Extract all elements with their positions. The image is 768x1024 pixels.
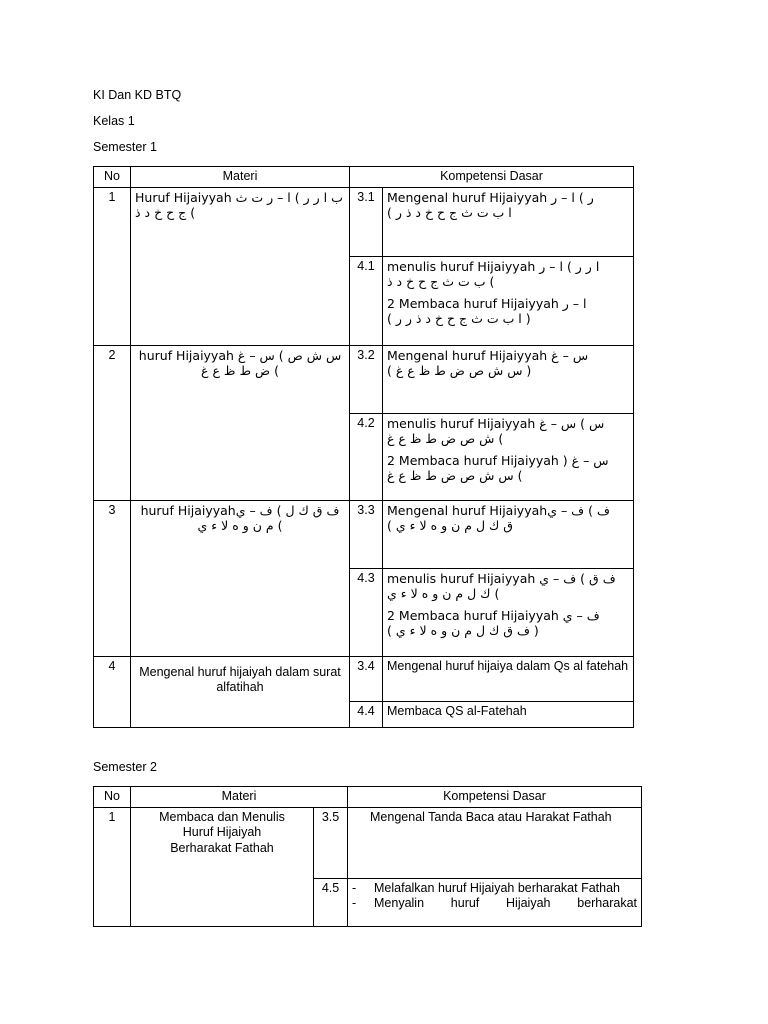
materi-cell: huruf Hijaiyyah س ش ص ) س – غ ض ط ظ ع غ ( <box>131 345 350 500</box>
kd-list-item <box>352 881 637 897</box>
kd-line: 2 Membaca huruf Hijaiyyah ف – ي <box>387 607 600 623</box>
kd-code: 4.2 <box>350 413 383 500</box>
kd-text: Mengenal Tanda Baca atau Harakat Fathah <box>348 807 642 878</box>
kd-text <box>383 568 634 656</box>
kd-line: ( ا ب ت ث ج ح خ د ذ ر <box>387 205 512 220</box>
semester-2-table <box>93 786 642 927</box>
materi-cell: Mengenal huruf hijaiyah dalam surat alfatihah <box>131 656 350 727</box>
kd-line: menulis huruf Hijaiyyah ف ق ) ف – ي <box>387 570 616 586</box>
kd-line: Mengenal huruf Hijaiyyah س – غ <box>387 347 589 363</box>
kd-line: 2 Membaca huruf Hijaiyyah ا – ر <box>387 295 587 311</box>
materi-line: Huruf Hijaiyah <box>182 825 262 839</box>
kd-line: ( ف ق ك ل م ن و ه لا ء ي ) <box>387 623 539 638</box>
kd-text: Membaca QS al-Fatehah <box>383 701 634 727</box>
kd-line: ش ص ض ط ظ ع غ ( <box>387 431 504 446</box>
semester-2-label: Semester 2 <box>93 760 157 774</box>
kd-text <box>383 187 634 256</box>
kd-code: 4.1 <box>350 256 383 345</box>
kd-code: 3.1 <box>350 187 383 256</box>
row-number: 2 <box>94 345 131 500</box>
kd-line: Mengenal huruf Hijaiyyah ر ) ا – ر <box>387 189 594 205</box>
kd-text <box>383 413 634 500</box>
header-kompetensi-dasar: Kompetensi Dasar <box>348 787 642 808</box>
doc-title: KI Dan KD BTQ <box>93 88 182 102</box>
kd-line: menulis huruf Hijaiyyah ا ر ر ) ا – ر <box>387 258 600 274</box>
row-number: 1 <box>94 187 131 345</box>
materi-cell <box>131 807 314 926</box>
kd-line: س ش ص ض ط ظ ع غ ( <box>387 468 523 483</box>
kd-paragraph <box>387 571 629 602</box>
header-kompetensi-dasar: Kompetensi Dasar <box>350 167 634 188</box>
semester-1-label: Semester 1 <box>93 140 157 154</box>
kd-code: 4.3 <box>350 568 383 656</box>
row-number: 3 <box>94 500 131 656</box>
kd-line: 2 Membaca huruf Hijaiyyah ) س – غ <box>387 452 609 468</box>
header-materi: Materi <box>131 787 348 808</box>
kd-code: 3.2 <box>350 345 383 413</box>
kd-text <box>383 256 634 345</box>
kd-paragraph <box>387 608 629 639</box>
header-no: No <box>94 167 131 188</box>
kd-line: ب ت ث ج ح خ د ذ ( <box>387 274 495 289</box>
kd-text <box>348 878 642 926</box>
dash-marker: - <box>352 896 357 910</box>
table-row <box>94 807 642 878</box>
kd-paragraph <box>387 416 629 447</box>
materi-cell: huruf Hijaiyyahف ق ك ل ) ف – ي م ن و ه لا ء ي ( <box>131 500 350 656</box>
semester-1-table <box>93 166 634 728</box>
row-number: 1 <box>94 807 131 926</box>
materi-cell: Huruf Hijaiyyah ب ا ر ر ) ا – ر ت ث ج ح خ د ذ ( <box>131 187 350 345</box>
table-header-row <box>94 167 634 188</box>
kd-code: 3.4 <box>350 656 383 701</box>
kd-line: Mengenal huruf Hijaiyyahف ) ف – ي <box>387 502 610 518</box>
kd-paragraph <box>387 296 629 327</box>
kd-paragraph <box>387 259 629 290</box>
kd-line: ( س ش ص ض ط ظ ع غ ) <box>387 363 532 378</box>
table-row <box>94 187 634 256</box>
kd-line: ( ا ب ت ث ج ح خ د ذ ر ر ) <box>387 311 531 326</box>
table-row <box>94 656 634 701</box>
kd-text <box>383 345 634 413</box>
table-row <box>94 500 634 568</box>
kelas-label: Kelas 1 <box>93 114 135 128</box>
kd-code: 4.5 <box>314 878 348 926</box>
kd-paragraph <box>387 453 629 484</box>
table-row <box>94 345 634 413</box>
kd-text <box>383 500 634 568</box>
kd-list-text: Menyalin huruf Hijaiyah berharakat <box>374 896 638 910</box>
kd-list-item <box>352 896 637 912</box>
kd-line: ( ق ك ل م ن و ه لا ء ي <box>387 518 513 533</box>
kd-line: ك ل م ن و ه لا ء ي ( <box>387 586 500 601</box>
table-header-row <box>94 787 642 808</box>
kd-code: 4.4 <box>350 701 383 727</box>
kd-line: menulis huruf Hijaiyyah س ) س – غ <box>387 415 605 431</box>
dash-marker: - <box>352 880 357 895</box>
kd-code: 3.5 <box>314 807 348 878</box>
kd-text: Mengenal huruf hijaiya dalam Qs al fatehah <box>383 656 634 701</box>
row-number: 4 <box>94 656 131 727</box>
header-materi: Materi <box>131 167 350 188</box>
materi-line: Berharakat Fathah <box>170 840 274 855</box>
header-no: No <box>94 787 131 808</box>
kd-list-text: Melafalkan huruf Hijaiyah berharakat Fathah <box>374 880 620 895</box>
kd-code: 3.3 <box>350 500 383 568</box>
materi-line: Membaca dan Menulis <box>159 809 285 824</box>
